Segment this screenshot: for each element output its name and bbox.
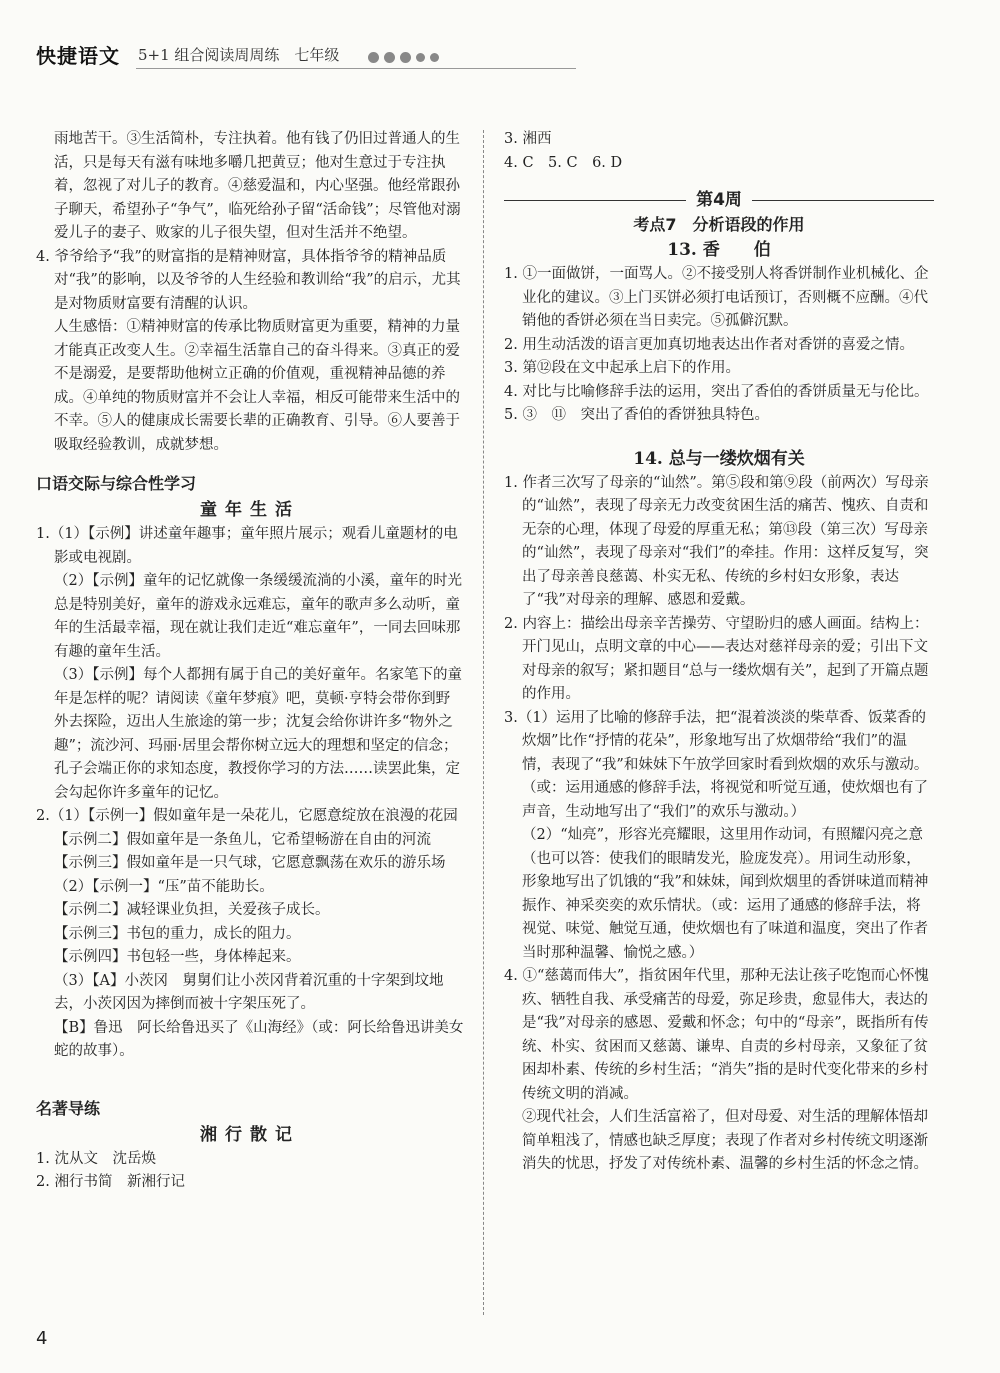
answer-item: 【示例三】假如童年是一只气球，它愿意飘荡在欢乐的游乐场 bbox=[54, 855, 446, 871]
answer-paragraph: 人生感悟：①精神财富的传承比物质财富更为重要，精神的力量才能真正改变人生。②幸福生活靠自己的奋斗得来。③真正的爱不是溺爱，是要帮助他树立正确的价值观，重视精神品德的养成。④单纯的物质财富并不会让人幸福，相反可能带来生活中的不幸。⑤人的健康成长需要长辈的正确教育、引导。⑥人要善于吸取经验教训，成就梦想。 bbox=[54, 319, 460, 453]
week-label: 第4周 bbox=[696, 190, 742, 210]
decorative-dots bbox=[368, 48, 444, 67]
answer-item: 2. 用生动活泼的语言更加真切地表达出作者对香饼的喜爱之情。 bbox=[504, 336, 914, 353]
answer-item: 1.（1）【示例】讲述童年趣事；童年照片展示；观看儿童题材的电影或电视剧。 bbox=[36, 526, 458, 566]
lesson-title-13: 13. 香 伯 bbox=[667, 240, 771, 260]
answer-item: 3. 湘西 bbox=[504, 131, 552, 147]
answer-item: 【示例二】减轻课业负担，关爱孩子成长。 bbox=[54, 902, 330, 918]
series-title: 5+1 组合阅读周周练 七年级 bbox=[138, 46, 340, 64]
answer-item: ②现代社会，人们生活富裕了，但对母爱、对生活的理解体悟却简单粗浅了，情感也缺乏厚度；表现了作者对乡村传统文明逐渐消失的忧思，抒发了对传统朴素、温馨的乡村生活的怀念之情。 bbox=[522, 1109, 928, 1172]
answer-paragraph: 4. 爷爷给予“我”的财富指的是精神财富，具体指爷爷的精神品质对“我”的影响，以及爷爷的人生经验和教训给“我”的启示，尤其是对物质财富要有清醒的认识。 bbox=[36, 248, 461, 312]
answer-item: 【B】鲁迅 阿长给鲁迅买了《山海经》（或：阿长给鲁迅讲美女蛇的故事）。 bbox=[54, 1019, 464, 1059]
dot-icon bbox=[384, 52, 395, 63]
left-column bbox=[36, 128, 464, 1195]
answer-item: 4. ①“慈蔼而伟大”，指贫困年代里，那种无法让孩子吃饱而心怀愧疚、牺牲自我、承受痛苦的母爱，弥足珍贵，愈显伟大，表达的是“我”对母亲的感恩、爱戴和怀念；句中的“母亲”，既指所有传统、朴实、贫困而又慈蔼、谦卑、自责的乡村母亲，又象征了贫困却朴素、传统的乡村生活；“消失”指的是时代变化带来的乡村传统文明的消减。 bbox=[504, 968, 929, 1102]
section-title-childhood: 童年生活 bbox=[200, 500, 300, 520]
answer-item: （3）【示例】每个人都拥有属于自己的美好童年。名家笔下的童年是怎样的呢？请阅读《童年梦痕》吧，莫顿·亨特会带你到野外去探险，迈出人生旅途的第一步；沈复会给你讲许多“物外之趣”；流沙河、玛丽·居里会帮你树立远大的理想和坚定的信念；孔子会端正你的求知态度，教授你学习的方法……读罢此集，定会勾起你许多童年的记忆。 bbox=[54, 667, 462, 801]
answer-item: 3. 第⑫段在文中起承上启下的作用。 bbox=[504, 360, 740, 376]
section-heading-oral: 口语交际与综合性学习 bbox=[36, 474, 197, 493]
lesson-title-14: 14. 总与一缕炊烟有关 bbox=[633, 448, 805, 469]
section-title-xiangxing: 湘行散记 bbox=[200, 1124, 300, 1145]
answer-item: 【示例四】书包轻一些，身体棒起来。 bbox=[54, 949, 301, 965]
answer-item: 1. ①一面做饼，一面骂人。②不接受别人将香饼制作业机械化、企业化的建议。③上门买饼必须打电话预订，否则概不应酬。④代销他的香饼必须在当日卖完。⑤孤僻沉默。 bbox=[504, 266, 929, 329]
page-number: 4 bbox=[36, 1328, 48, 1349]
dot-icon bbox=[368, 52, 379, 63]
answer-item: （2）【示例一】“压”苗不能助长。 bbox=[54, 878, 274, 895]
section-heading-classics: 名著导练 bbox=[36, 1098, 101, 1118]
answer-item: 2. 湘行书简 新湘行记 bbox=[36, 1174, 185, 1190]
dot-icon bbox=[400, 52, 411, 63]
page-header bbox=[36, 38, 966, 78]
answer-item: 1. 作者三次写了母亲的“讪然”。第⑤段和第⑨段（前两次）写母亲的“讪然”，表现了母亲无力改变贫困生活的痛苦、愧疚、自责和无奈的心理，体现了母爱的厚重无私；第⑬段（第三次）写母亲的“讪然”，表现了母亲对“我们”的牵挂。作用：这样反复写，突出了母亲善良慈蔼、朴实无私、传统的乡村妇女形象，表达了“我”对母亲的理解、感恩和爱戴。 bbox=[504, 474, 929, 608]
answer-paragraph: 雨地苦干。③生活简朴，专注执着。他有钱了仍旧过普通人的生活，只是每天有滋有味地多嚼几把黄豆；他对生意过于专注执着，忽视了对儿子的教育。④慈爱温和，内心坚强。他经常跟孙子聊天，希望孙子“争气”，临死给孙子留“活命钱”；尽管他对溺爱儿子的妻子、败家的儿子很失望，但对生活并不绝望。 bbox=[54, 131, 461, 241]
dot-icon bbox=[430, 53, 439, 62]
answer-item: 4. C 5. C 6. D bbox=[504, 154, 623, 171]
answer-item: 2.（1）【示例一】假如童年是一朵花儿，它愿意绽放在浪漫的花园 bbox=[36, 808, 458, 824]
answer-item: 4. 对比与比喻修辞手法的运用，突出了香伯的香饼质量无与伦比。 bbox=[504, 383, 929, 400]
answer-item: 【示例三】书包的重力，成长的阻力。 bbox=[54, 925, 301, 942]
brand-title: 快捷语文 bbox=[36, 44, 120, 68]
dot-icon bbox=[416, 53, 425, 62]
answer-item: （2）“灿亮”，形容光亮耀眼，这里用作动词，有照耀闪亮之意（也可以答：使我们的眼睛发光，脸庞发亮）。用词生动形象，形象地写出了饥饿的“我”和妹妹，闻到炊烟里的香饼味道而精神振作、神采奕奕的欢乐情状。（或：运用了通感的修辞手法，将视觉、味觉、触觉互通，使炊烟也有了味道和温度，突出了作者当时那种温馨、愉悦之感。） bbox=[522, 827, 929, 961]
answer-item: 3.（1）运用了比喻的修辞手法，把“混着淡淡的柴草香、饭菜香的炊烟”比作“抒情的花朵”，形象地写出了炊烟带给“我们”的温情，表现了“我”和妹妹下午放学回家时看到炊烟的欢乐与激动。（或：运用通感的修辞手法，将视觉和听觉互通，使炊烟也有了声音，生动地写出了“我们”的欢乐与激动。） bbox=[504, 709, 929, 820]
header-rule bbox=[136, 68, 576, 69]
answer-item: 【示例二】假如童年是一条鱼儿，它希望畅游在自由的河流 bbox=[54, 831, 431, 848]
answer-item: 1. 沈从文 沈岳焕 bbox=[36, 1150, 156, 1167]
key-point-heading: 考点7 分析语段的作用 bbox=[633, 215, 805, 234]
column-divider bbox=[483, 130, 484, 1315]
answer-item: 5. ③ ⑪ 突出了香伯的香饼独具特色。 bbox=[504, 407, 769, 423]
answer-item: （2）【示例】童年的记忆就像一条缓缓流淌的小溪，童年的时光总是特别美好，童年的游戏永远难忘，童年的歌声多么动听，童年的生活最幸福，现在就让我们走近“难忘童年”，一同去回味那有趣的童年生活。 bbox=[54, 573, 462, 660]
right-column bbox=[504, 128, 934, 1177]
answer-item: （3）【A】小茨冈 舅舅们让小茨冈背着沉重的十字架到坟地去，小茨冈因为摔倒而被十字架压死了。 bbox=[54, 972, 444, 1012]
answer-item: 2. 内容上：描绘出母亲辛苦操劳、守望盼归的感人画面。结构上：开门见山，点明文章的中心——表达对慈祥母亲的爱；引出下文对母亲的叙写；紧扣题目“总与一缕炊烟有关”，起到了开篇点题的作用。 bbox=[504, 615, 929, 702]
week-heading bbox=[504, 187, 934, 213]
